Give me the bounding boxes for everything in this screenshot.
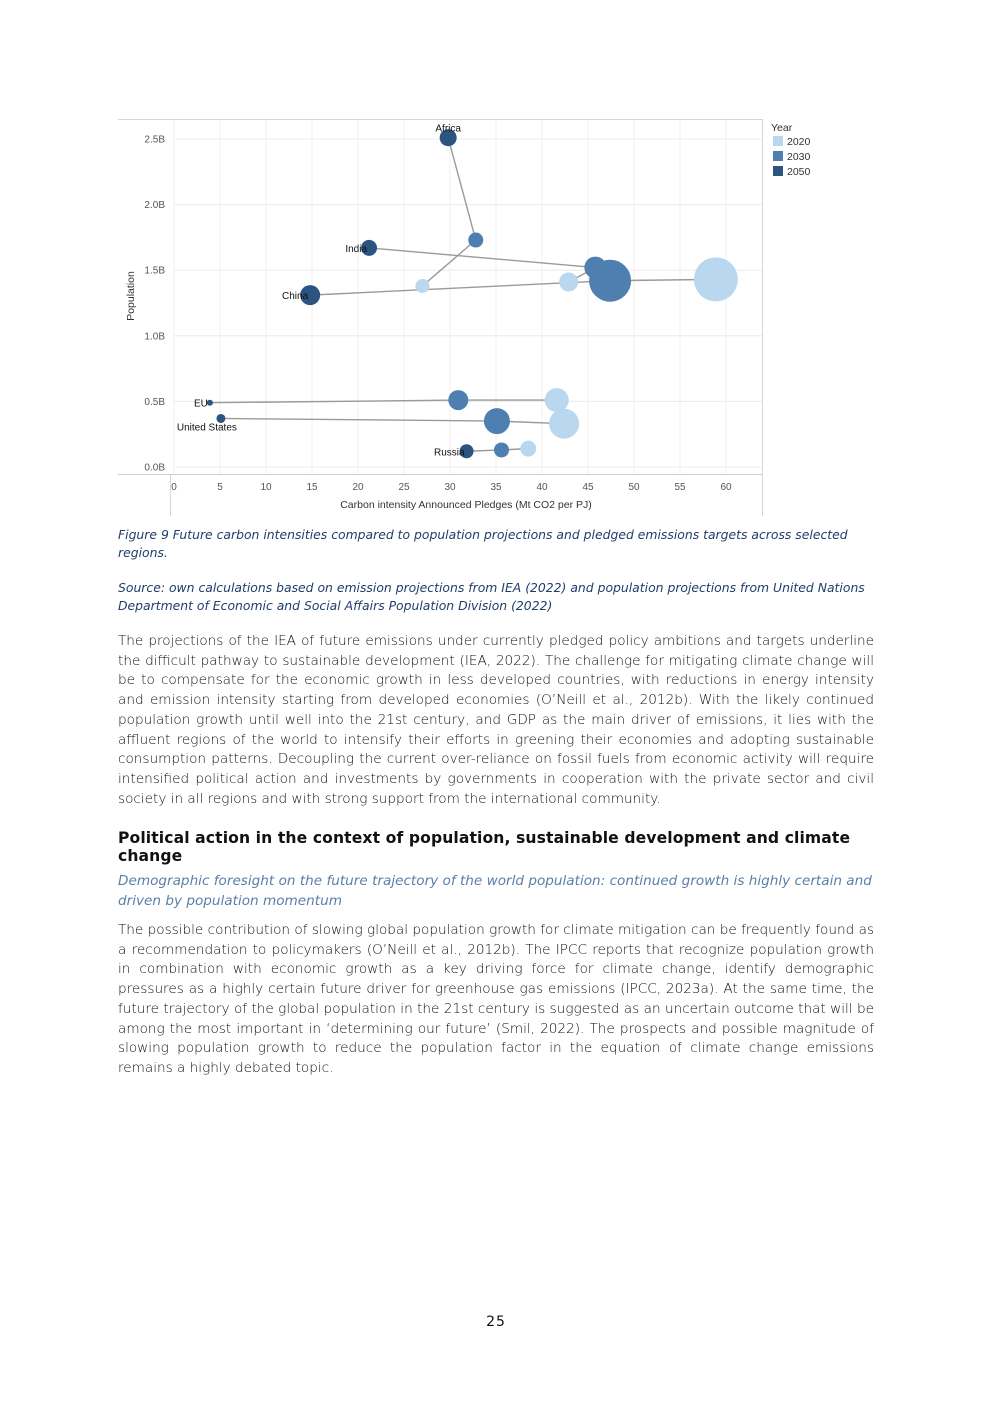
y-tick-label: 2.5B [144, 134, 165, 146]
legend-label: 2050 [787, 166, 811, 178]
connector-line [422, 240, 475, 286]
legend-label: 2030 [787, 151, 811, 163]
connector-line [221, 418, 497, 421]
y-tick-label: 2.0B [144, 200, 165, 212]
legend-swatch [773, 136, 783, 146]
y-axis-title: Population [125, 271, 137, 321]
x-tick-label: 15 [306, 482, 318, 493]
legend-swatch [773, 166, 783, 176]
legend-label: 2020 [787, 136, 811, 148]
connector-line [448, 138, 476, 240]
paragraph-1: The projections of the IEA of future emissions under currently pledged policy ambitions and targets underline the difficult pathway to sustainable development (IEA, 2022). The challenge for mitigating climate change will be to compensate for the economic growth in less developed countries, with reductions in energy intensity and emission intensity starting from developed economies (O’Neill et al., 2012b). With the likely continued population growth until well into the 21st century, and GDP as the main driver of emissions, it lies with the affluent regions of the world to intensify their efforts in greening their economies and adopting sustainable consumption patterns. Decoupling the current over-reliance on fossil fuels from economic activity will require intensified political action and investments by governments in cooperation with the private sector and civil society in all regions and with strong support from the international community. [118, 633, 874, 807]
legend-title: Year [771, 122, 793, 134]
data-point [494, 442, 509, 457]
x-tick-label: 25 [398, 482, 410, 493]
region-label: China [282, 291, 309, 303]
x-tick-label: 30 [444, 482, 456, 493]
section-heading: Political action in the context of population, sustainable development and climate change [118, 829, 851, 865]
data-point [589, 260, 631, 302]
data-point [694, 257, 738, 301]
region-label: India [345, 243, 368, 255]
paragraph-2: The possible contribution of slowing global population growth for climate mitigation can be frequently found as a recommendation to policymakers (O’Neill et al., 2012b). The IPCC reports that recognize population growth in combination with economic growth as a key driving force for climate change, identify demographic pressures as a highly certain future driver for greenhouse gas emissions (IPCC, 2023a). At the same time, the future trajectory of the global population in the 21st century is suggested as an uncertain outcome that will be among the most important in ‘determining our future’ (Smil, 2022). The prospects and possible magnitude of slowing population growth to reduce the population factor in the equation of climate change emissions remains a highly debated topic. [118, 922, 874, 1076]
x-tick-label: 5 [217, 482, 223, 493]
x-tick-label: 20 [352, 482, 364, 493]
page-number: 25 [486, 1314, 506, 1330]
x-tick-label: 55 [674, 482, 686, 493]
data-point [545, 388, 569, 412]
x-tick-label: 45 [582, 482, 594, 493]
scatter-chart [0, 0, 992, 530]
x-tick-label: 0 [171, 482, 177, 493]
x-axis-title: Carbon intensity Announced Pledges (Mt CO2 per PJ) [340, 499, 592, 511]
data-point [415, 279, 429, 293]
x-tick-label: 60 [720, 482, 732, 493]
data-point [484, 408, 510, 434]
region-label: United States [176, 422, 237, 434]
y-tick-label: 0.0B [144, 462, 165, 474]
data-point [468, 233, 483, 248]
x-tick-label: 10 [260, 482, 272, 493]
y-tick-label: 0.5B [144, 396, 165, 408]
data-point [559, 273, 578, 292]
x-tick-label: 50 [628, 482, 640, 493]
y-tick-label: 1.0B [144, 331, 165, 343]
x-tick-label: 35 [490, 482, 502, 493]
connector-line [369, 248, 595, 268]
tick-layer [144, 135, 732, 494]
data-point [448, 390, 468, 410]
region-label: Russia [433, 447, 465, 459]
y-tick-label: 1.5B [144, 265, 165, 277]
figure-source: Source: own calculations based on emission projections from IEA (2022) and population projections from United Nations Department of Economic and Social Affairs Population Division (2022) [118, 580, 865, 613]
legend-swatch [773, 151, 783, 161]
region-label: EU [193, 398, 208, 410]
data-point [549, 409, 579, 439]
subheading: Demographic foresight on the future trajectory of the world population: continued growth is highly certain and driven by population momentum [118, 873, 872, 909]
x-tick-label: 40 [536, 482, 548, 493]
region-label: Africa [435, 123, 461, 135]
data-point [520, 441, 536, 457]
figure-caption: Figure 9 Future carbon intensities compared to population projections and pledged emissions targets across selected regions. [118, 527, 848, 560]
legend [771, 122, 811, 178]
